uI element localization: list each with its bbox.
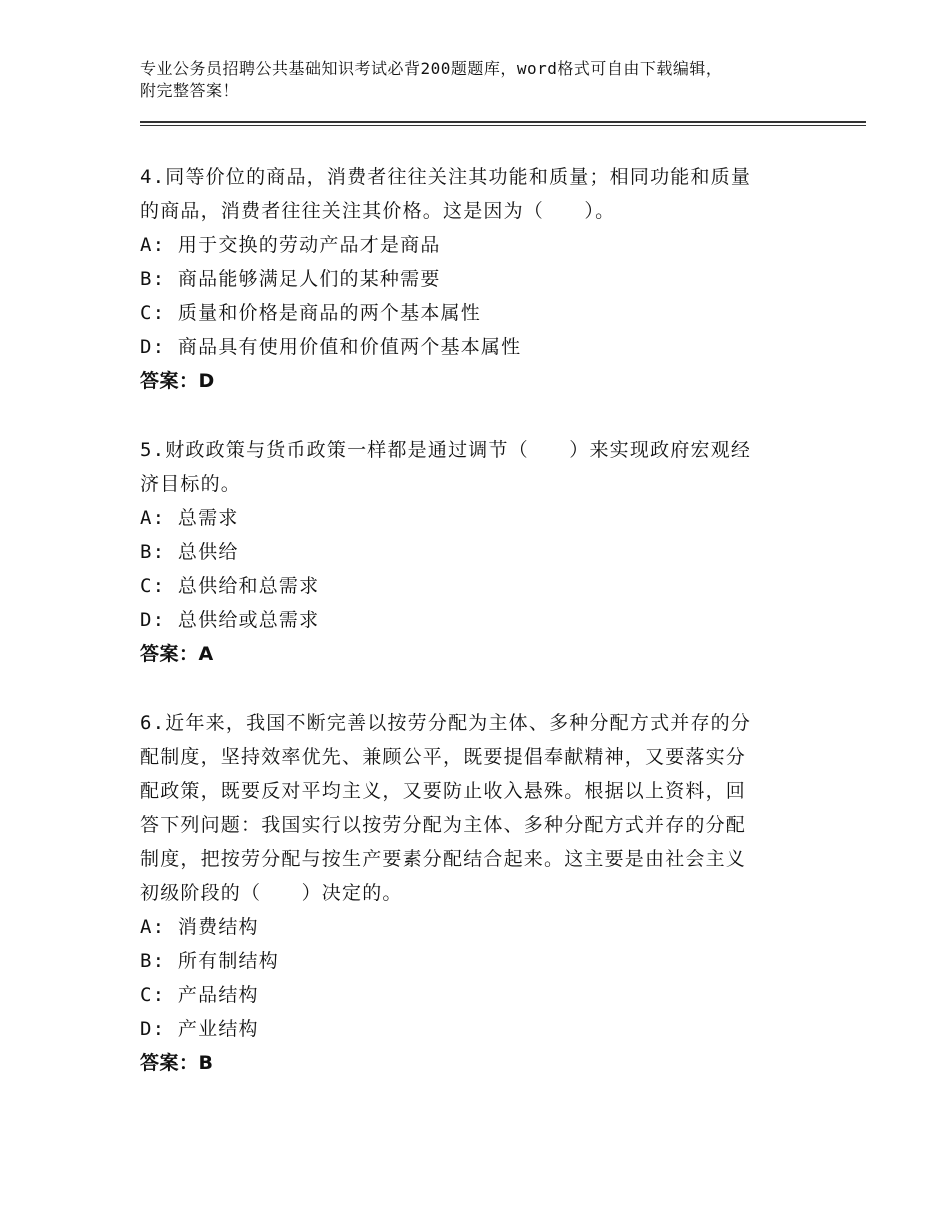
- answer-label: 答案：A: [140, 643, 214, 665]
- question-stem-line: 的商品，消费者往往关注其价格。这是因为（ ）。: [140, 200, 616, 222]
- header-divider-thick: [140, 121, 866, 123]
- answer-label: 答案：B: [140, 1052, 214, 1074]
- question-stem-line: 初级阶段的（ ）决定的。: [140, 882, 403, 904]
- question-stem-line: 4.同等价位的商品，消费者往往关注其功能和质量；相同功能和质量: [140, 166, 752, 188]
- option-d: D: 总供给或总需求: [140, 609, 320, 631]
- answer-label: 答案：D: [140, 370, 215, 392]
- option-b: B: 商品能够满足人们的某种需要: [140, 268, 441, 290]
- option-c: C: 产品结构: [140, 984, 259, 1006]
- header-divider-thin: [140, 125, 866, 126]
- question-stem-line: 配制度，坚持效率优先、兼顾公平，既要提倡奉献精神，又要落实分: [140, 746, 747, 768]
- option-b: B: 总供给: [140, 541, 239, 563]
- question-stem-line: 5.财政政策与货币政策一样都是通过调节（ ）来实现政府宏观经: [140, 439, 752, 461]
- option-a: A: 用于交换的劳动产品才是商品: [140, 234, 441, 256]
- question-stem-line: 济目标的。: [140, 473, 242, 495]
- option-c: C: 质量和价格是商品的两个基本属性: [140, 302, 481, 324]
- option-a: A: 消费结构: [140, 916, 259, 938]
- option-b: B: 所有制结构: [140, 950, 279, 972]
- option-c: C: 总供给和总需求: [140, 575, 320, 597]
- header-line-2: 附完整答案！: [140, 81, 240, 100]
- question-stem-line: 配政策，既要反对平均主义，又要防止收入悬殊。根据以上资料，回: [140, 780, 747, 802]
- header-line-1: 专业公务员招聘公共基础知识考试必背200题题库，word格式可自由下载编辑，: [140, 59, 723, 78]
- question-4: [140, 160, 820, 398]
- question-6: [140, 706, 820, 1080]
- option-a: A: 总需求: [140, 507, 239, 529]
- question-5: [140, 433, 820, 671]
- document-header: [140, 58, 820, 102]
- question-stem-line: 6.近年来，我国不断完善以按劳分配为主体、多种分配方式并存的分: [140, 712, 752, 734]
- option-d: D: 产业结构: [140, 1018, 259, 1040]
- question-stem-line: 答下列问题：我国实行以按劳分配为主体、多种分配方式并存的分配: [140, 814, 747, 836]
- question-stem-line: 制度，把按劳分配与按生产要素分配结合起来。这主要是由社会主义: [140, 848, 747, 870]
- option-d: D: 商品具有使用价值和价值两个基本属性: [140, 336, 522, 358]
